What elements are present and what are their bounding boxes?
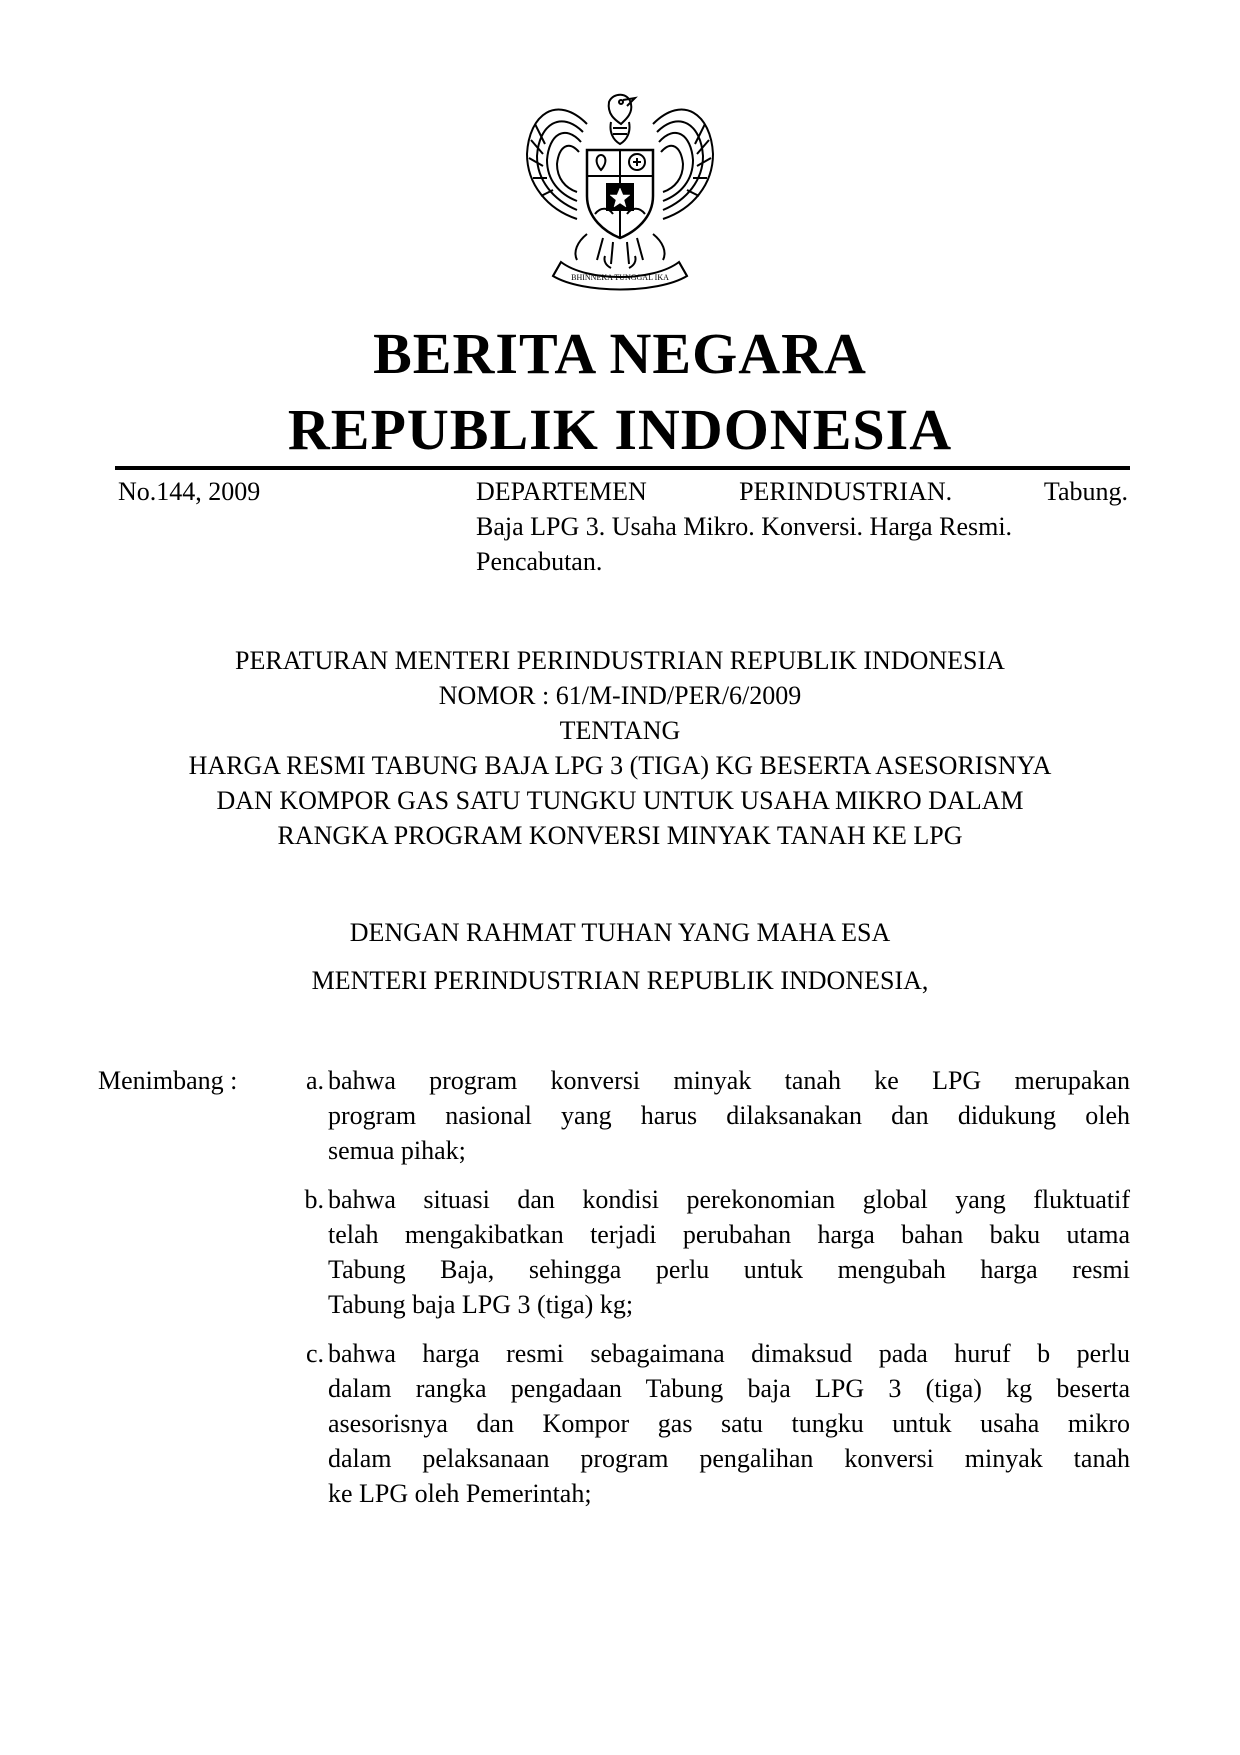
item-line: telah mengakibatkan terjadi perubahan harga bahan baku utama <box>328 1220 1130 1249</box>
item-text <box>328 1182 1130 1322</box>
consideration-item-b <box>284 1182 1130 1322</box>
masthead-title-line1: BERITA NEGARA <box>373 321 867 386</box>
item-line: program nasional yang harus dilaksanakan dan didukung oleh <box>328 1101 1130 1130</box>
consideration-item-c <box>284 1336 1130 1511</box>
item-letter: c. <box>305 1339 324 1368</box>
regulation-number: NOMOR : 61/M-IND/PER/6/2009 <box>438 681 802 710</box>
item-line: dalam pelaksanaan program pengalihan konversi minyak tanah <box>328 1444 1130 1473</box>
garuda-emblem-icon <box>517 84 723 296</box>
issue-summary-line: DEPARTEMEN PERINDUSTRIAN. Tabung. <box>476 477 1128 506</box>
item-line: bahwa harga resmi sebagaimana dimaksud pada huruf b perlu <box>328 1339 1130 1368</box>
regulation-heading <box>60 643 1180 853</box>
preamble-block <box>60 915 1180 998</box>
item-line: asesorisnya dan Kompor gas satu tungku untuk usaha mikro <box>328 1409 1130 1438</box>
item-letter: a. <box>305 1066 324 1095</box>
regulation-type: PERATURAN MENTERI PERINDUSTRIAN REPUBLIK INDONESIA <box>235 646 1005 675</box>
consideration-item-a <box>284 1063 1130 1168</box>
item-line: semua pihak; <box>328 1136 466 1165</box>
item-letter: b. <box>304 1185 324 1214</box>
item-line: bahwa program konversi minyak tanah ke LPG merupakan <box>328 1066 1130 1095</box>
preamble-text: DENGAN RAHMAT TUHAN YANG MAHA ESA <box>349 918 891 947</box>
minister-title: MENTERI PERINDUSTRIAN REPUBLIK INDONESIA, <box>311 966 929 995</box>
issue-summary <box>476 474 1128 579</box>
item-line: dalam rangka pengadaan Tabung baja LPG 3 (tiga) kg beserta <box>328 1374 1130 1403</box>
regulation-title-line: DAN KOMPOR GAS SATU TUNGKU UNTUK USAHA MIKRO DALAM <box>216 786 1024 815</box>
considerations-label: Menimbang : <box>98 1066 238 1095</box>
issue-summary-line: Baja LPG 3. Usaha Mikro. Konversi. Harga Resmi. <box>476 512 1013 541</box>
item-line: bahwa situasi dan kondisi perekonomian global yang fluktuatif <box>328 1185 1130 1214</box>
item-text <box>328 1063 1130 1168</box>
masthead-title-line2: REPUBLIK INDONESIA <box>287 397 953 462</box>
regulation-title-line: HARGA RESMI TABUNG BAJA LPG 3 (TIGA) KG BESERTA ASESORISNYA <box>188 751 1052 780</box>
regulation-title-line: RANGKA PROGRAM KONVERSI MINYAK TANAH KE LPG <box>277 821 963 850</box>
regulation-about: TENTANG <box>559 716 681 745</box>
issue-summary-line: Pencabutan. <box>476 547 603 576</box>
emblem-motto-text: BHINNEKA TUNGGAL IKA <box>571 273 669 282</box>
item-text <box>328 1336 1130 1511</box>
item-line: ke LPG oleh Pemerintah; <box>328 1479 592 1508</box>
item-line: Tabung Baja, sehingga perlu untuk mengubah harga resmi <box>328 1255 1130 1284</box>
item-line: Tabung baja LPG 3 (tiga) kg; <box>328 1290 634 1319</box>
issue-number: No.144, 2009 <box>118 477 261 506</box>
masthead-divider <box>115 466 1130 470</box>
